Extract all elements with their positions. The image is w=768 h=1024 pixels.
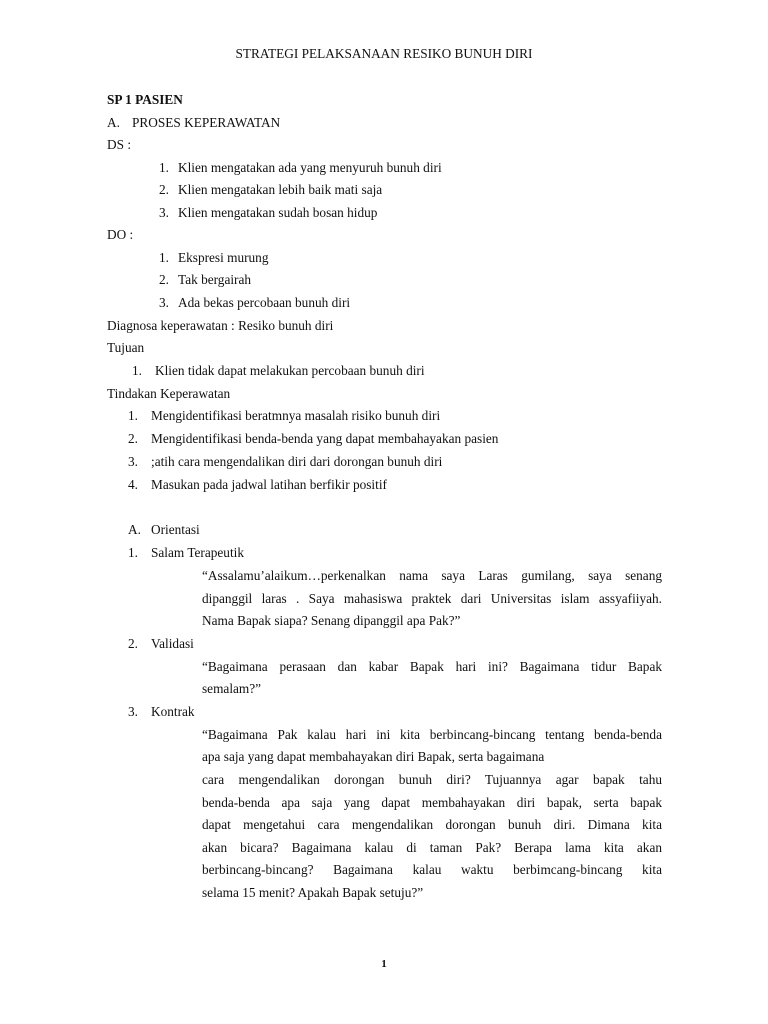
dialogue-line: akan bicara? Bagaimana kalau di taman Pak? Berapa lama kita akan	[202, 840, 662, 855]
list-item-number: 3.	[128, 454, 138, 469]
page-number: 1	[381, 958, 387, 970]
step-number: 3.	[128, 704, 138, 719]
list-item: Klien tidak dapat melakukan percobaan bunuh diri	[155, 363, 425, 378]
dialogue-line: selama 15 menit? Apakah Bapak setuju?”	[202, 885, 424, 900]
list-item-number: 2.	[128, 431, 138, 446]
list-item: Klien mengatakan lebih baik mati saja	[178, 182, 383, 197]
tindakan-label: Tindakan Keperawatan	[107, 386, 231, 401]
list-item-number: 2.	[159, 272, 169, 287]
ds-label: DS :	[107, 137, 132, 152]
step-label: Kontrak	[151, 704, 195, 719]
list-item-number: 1.	[159, 250, 169, 265]
dialogue-line: cara mengendalikan dorongan bunuh diri? Tujuannya agar bapak tahu	[202, 772, 662, 787]
list-item-number: 1.	[132, 363, 142, 378]
orientasi-label: Orientasi	[151, 522, 200, 537]
list-item-number: 3.	[159, 295, 169, 310]
diagnosa-line: Diagnosa keperawatan : Resiko bunuh diri	[107, 318, 334, 333]
list-item: Tak bergairah	[178, 272, 252, 287]
step-label: Salam Terapeutik	[151, 545, 244, 560]
list-item: Klien mengatakan sudah bosan hidup	[178, 205, 378, 220]
dialogue-line: “Bagaimana perasaan dan kabar Bapak hari ini? Bagaimana tidur Bapak	[202, 659, 662, 674]
dialogue-line: dapat mengetahui cara mengendalikan dorongan bunuh diri. Dimana kita	[202, 817, 662, 832]
list-item: Mengidentifikasi benda-benda yang dapat membahayakan pasien	[151, 431, 499, 446]
orientasi-marker: A.	[128, 522, 141, 537]
section-a-label: PROSES KEPERAWATAN	[132, 115, 281, 130]
list-item-number: 4.	[128, 477, 138, 492]
list-item: Klien mengatakan ada yang menyuruh bunuh diri	[178, 160, 442, 175]
list-item-number: 3.	[159, 205, 169, 220]
list-item: Mengidentifikasi beratmnya masalah risiko bunuh diri	[151, 408, 441, 423]
dialogue-line: semalam?”	[202, 681, 262, 696]
section-a-marker: A.	[107, 115, 120, 130]
list-item-number: 1.	[128, 408, 138, 423]
dialogue-line: apa saja yang dapat membahayakan diri Bapak, serta bagaimana	[202, 749, 545, 764]
step-number: 1.	[128, 545, 138, 560]
list-item: Ekspresi murung	[178, 250, 269, 265]
list-item-number: 1.	[159, 160, 169, 175]
dialogue-line: Nama Bapak siapa? Senang dipanggil apa Pak?”	[202, 613, 461, 628]
sp-heading: SP 1 PASIEN	[107, 92, 183, 107]
dialogue-line: “Bagaimana Pak kalau hari ini kita berbincang-bincang tentang benda-benda	[202, 727, 662, 742]
do-label: DO :	[107, 227, 134, 242]
list-item-number: 2.	[159, 182, 169, 197]
dialogue-line: dipanggil laras . Saya mahasiswa praktek dari Universitas islam assyafiiyah.	[202, 591, 662, 606]
list-item: Masukan pada jadwal latihan berfikir positif	[151, 477, 387, 492]
dialogue-line: “Assalamu’alaikum…perkenalkan nama saya Laras gumilang, saya senang	[202, 568, 662, 583]
list-item: ;atih cara mengendalikan diri dari dorongan bunuh diri	[151, 454, 443, 469]
step-label: Validasi	[151, 636, 194, 651]
list-item: Ada bekas percobaan bunuh diri	[178, 295, 351, 310]
page-title: STRATEGI PELAKSANAAN RESIKO BUNUH DIRI	[235, 46, 533, 61]
dialogue-line: benda-benda apa saja yang dapat membahayakan diri bapak, serta bapak	[202, 795, 662, 810]
tujuan-label: Tujuan	[107, 340, 145, 355]
step-number: 2.	[128, 636, 138, 651]
dialogue-line: berbincang-bincang? Bagaimana kalau waktu berbimcang-bincang kita	[202, 862, 662, 877]
